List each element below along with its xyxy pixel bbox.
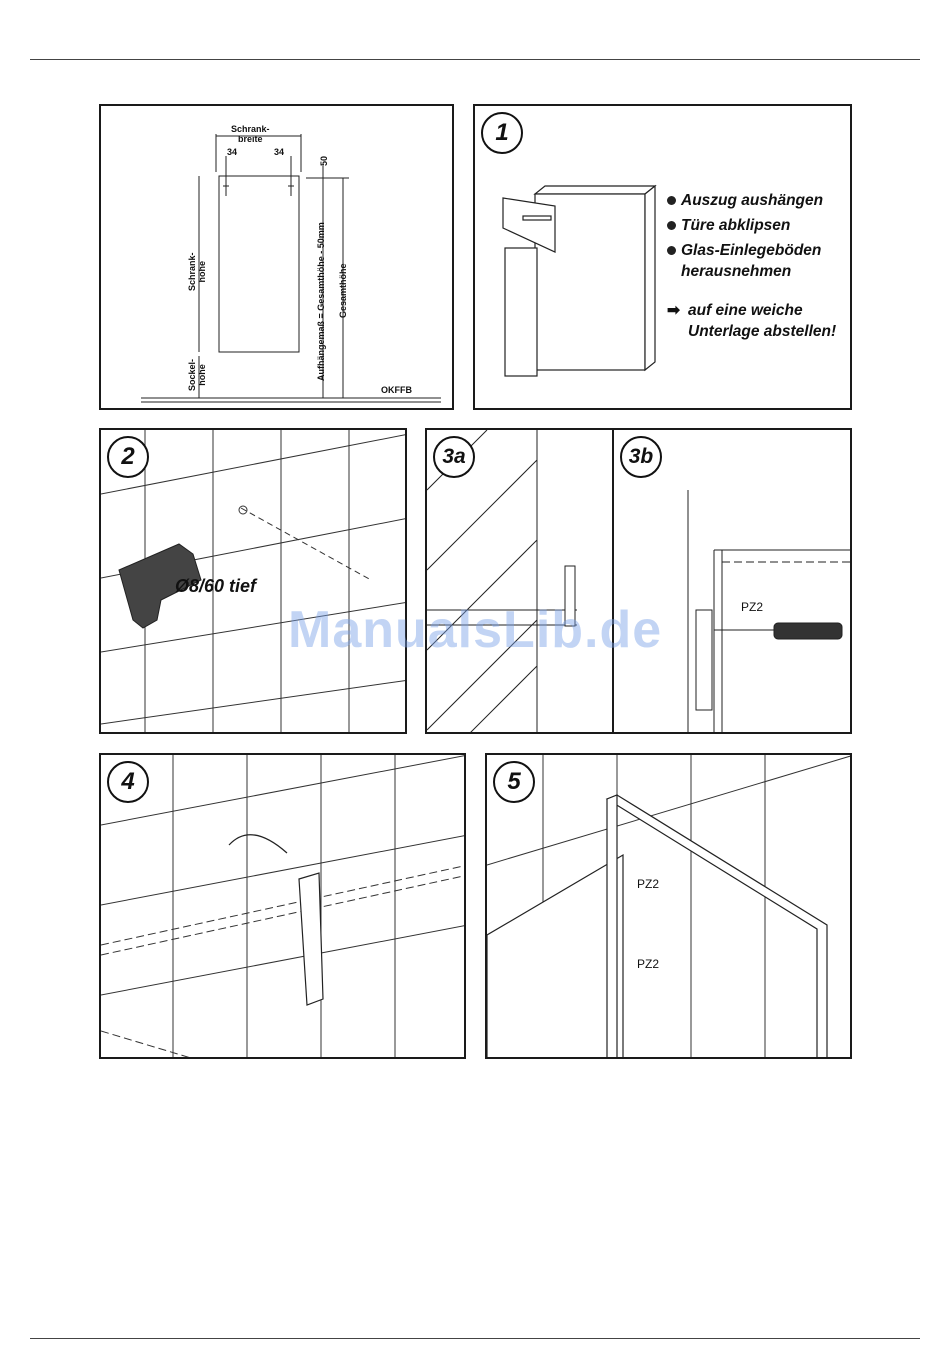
step-number-1: 1 <box>481 112 523 154</box>
screw-adjust-drawing <box>487 755 852 1059</box>
drill-size-label: Ø8/60 tief <box>175 576 257 596</box>
sockel-hoehe-label: Sockel- höhe <box>187 358 207 391</box>
hanging-drawing <box>101 755 466 1059</box>
dim-34-left: 34 <box>227 147 238 157</box>
screwdriver-label-5a: PZ2 <box>637 877 660 891</box>
instruction-item: Glas-Einlegeböden herausnehmen <box>667 240 852 282</box>
panel-step-5 <box>485 753 852 1059</box>
gesamthoehe-label: Gesamthöhe <box>338 263 348 318</box>
bottom-rule <box>30 1338 920 1339</box>
schrank-hoehe-label: Schrank- höhe <box>187 252 207 291</box>
step-number-3a: 3a <box>433 436 475 478</box>
instruction-item: ➡ auf eine weiche Unterlage abstellen! <box>667 302 837 340</box>
screwdriver-label-3b: PZ2 <box>741 600 764 614</box>
okffb-label: OKFFB <box>381 385 412 395</box>
panel-step-3a <box>425 428 614 734</box>
step-number-2: 2 <box>107 436 149 478</box>
instruction-item: Türe abklipsen <box>667 215 852 236</box>
instruction-list <box>667 190 852 346</box>
step-number-4: 4 <box>107 761 149 803</box>
dim-50: 50 <box>319 155 329 166</box>
panel-step-4 <box>99 753 466 1059</box>
watermark: ManualsLib.de <box>288 601 663 659</box>
step-number-3b: 3b <box>620 436 662 478</box>
schrank-breite-label: Schrank- breite <box>231 124 270 144</box>
panel-step-3b <box>612 428 852 734</box>
panel-dimensions <box>99 104 454 410</box>
aufhaengemass-label: Aufhängemaß = Gesamthöhe - 50mm <box>316 222 326 381</box>
panel-step-1 <box>473 104 852 410</box>
panel-step-2 <box>99 428 407 734</box>
step-number-5: 5 <box>493 761 535 803</box>
dim-34-right: 34 <box>274 147 285 157</box>
screwdriver-label-5b: PZ2 <box>637 957 660 971</box>
arrow-right-icon: ➡ <box>667 302 680 319</box>
top-rule <box>30 59 920 60</box>
instruction-item: Auszug aushängen <box>667 190 852 211</box>
